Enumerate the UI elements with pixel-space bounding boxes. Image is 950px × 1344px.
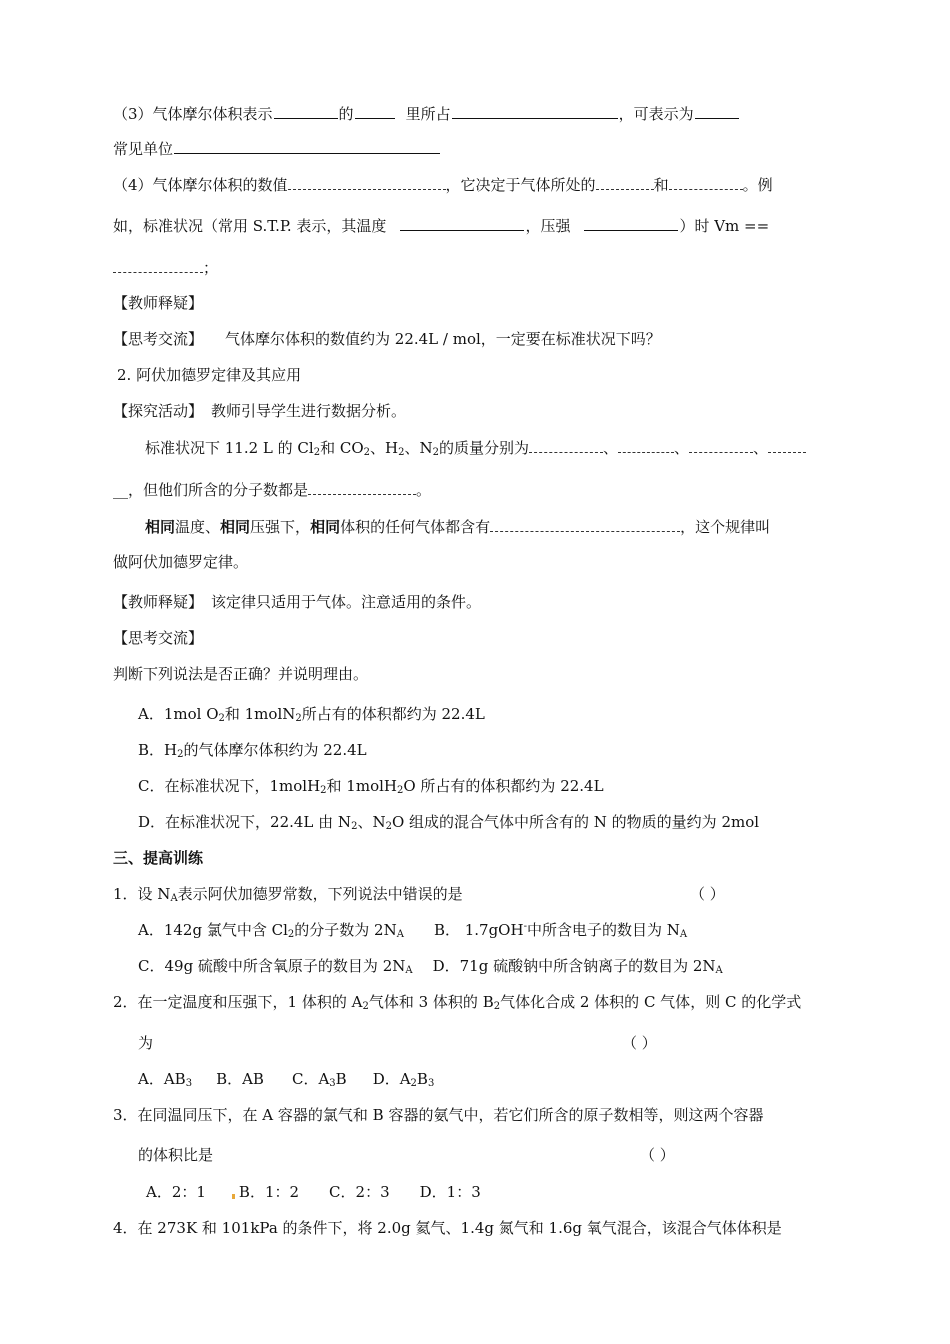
- judge-prompt: 判断下列说法是否正确？并说明理由。: [113, 665, 369, 683]
- blank-field[interactable]: [288, 174, 446, 190]
- line-std-b: __，但他们所含的分子数都是 。: [113, 481, 432, 499]
- answer-paren[interactable]: （ ）: [690, 885, 725, 903]
- blank-field[interactable]: [618, 437, 674, 453]
- blank-field[interactable]: [695, 103, 739, 119]
- blank-field[interactable]: [768, 437, 806, 453]
- blank-field[interactable]: [584, 215, 678, 231]
- option-a: A．1mol $O_2$和 1molN$_2$所占有的体积都约为 22.4L: [138, 705, 485, 724]
- think-2: 【思考交流】: [113, 629, 204, 647]
- teacher-explain-1: 【教师释疑】: [113, 294, 204, 312]
- line-s4-c: ；: [113, 257, 950, 278]
- highlight-mark: [232, 1194, 235, 1199]
- explore-activity: 【探究活动】 教师引导学生进行数据分析。: [113, 402, 407, 420]
- teacher-explain-2: 【教师释疑】 该定律只适用于气体。注意适用的条件。: [113, 593, 482, 611]
- blank-field[interactable]: [689, 437, 753, 453]
- q1-options-cd: C．49g 硫酸中所含氧原子的数目为 $2N_A$ D．71g 硫酸钠中所含钠离子的数目为 $2N_A$: [138, 957, 723, 976]
- section-practice: 三、提高训练: [113, 849, 204, 867]
- question-3-cont: 的体积比是: [138, 1146, 214, 1164]
- blank-field[interactable]: [274, 103, 338, 119]
- option-d: D．在标准状况下，22.4L 由 $N_2$、$N_2O$ 组成的混合气体中所含有的 N 的物质的量约为 2mol: [138, 813, 760, 832]
- section-avogadro: 2. 阿伏加德罗定律及其应用: [117, 366, 302, 384]
- line-std: 标准状况下 11.2 L 的 $Cl_2$和 $CO_2$、$H_2$、$N_2$的质量分别为 、 、 、: [145, 437, 950, 458]
- q2-options: A．$AB_3$ B．AB C．$A_3B$ D．$A_2B_3$: [138, 1070, 435, 1089]
- answer-paren[interactable]: （ ）: [640, 1146, 675, 1164]
- blank-field[interactable]: [174, 138, 440, 154]
- think-1: 【思考交流】 气体摩尔体积的数值约为 22.4L / mol，一定要在标准状况下吗？: [113, 330, 661, 348]
- blank-field[interactable]: [596, 174, 654, 190]
- blank-field[interactable]: [355, 103, 395, 119]
- question-1: 1．设 $N_A$表示阿伏加德罗常数，下列说法中错误的是: [113, 885, 463, 904]
- question-2: 2．在一定温度和压强下，1 体积的 $A_2$气体和 3 体积的 $B_2$气体化合成 2 体积的 C 气体，则 C 的化学式: [113, 993, 802, 1012]
- question-3: 3．在同温同压下，在 A 容器的氯气和 B 容器的氨气中，若它们所含的原子数相等，则这两个容器: [113, 1106, 764, 1124]
- option-c: C．在标准状况下，1molH$_2$和 1molH$_2$O 所占有的体积都约为 22.4L: [138, 777, 604, 796]
- line-law-b: 做阿伏加德罗定律。: [113, 553, 249, 571]
- blank-field[interactable]: [452, 103, 618, 119]
- answer-paren[interactable]: （ ）: [622, 1034, 657, 1052]
- line-s3-unit: 常见单位: [113, 138, 950, 159]
- blank-field[interactable]: [490, 516, 680, 532]
- blank-field[interactable]: [669, 174, 743, 190]
- question-4: 4．在 273K 和 101kPa 的条件下，将 2.0g 氦气、1.4g 氮气和 1.6g 氧气混合，该混合气体体积是: [113, 1219, 782, 1237]
- line-s4: （4）气体摩尔体积的数值 ，它决定于气体所处的 和 。例: [113, 176, 773, 194]
- q1-options-ab: A．142g 氯气中含 $Cl_2$的分子数为 $2N_A$ B． 1.7gOH-中所含电子的数目为 $N_A$: [138, 921, 688, 940]
- line-s4-b: 如，标准状况（常用 S.T.P. 表示，其温度 ，压强 ）时 Vm ==: [113, 217, 770, 235]
- line-s3: （3）气体摩尔体积表示 的 里所占 ，可表示为: [113, 103, 950, 124]
- blank-field[interactable]: [113, 257, 203, 273]
- question-2-cont: 为: [138, 1034, 154, 1052]
- blank-field[interactable]: [529, 437, 603, 453]
- q3-options: A．2：1 B．1：2 C．2：3 D．1：3: [146, 1183, 481, 1201]
- blank-field[interactable]: [400, 215, 524, 231]
- line-law: 相同温度、相同压强下，相同体积的任何气体都含有 ，这个规律叫: [145, 518, 771, 536]
- option-b: B．$H_2$的气体摩尔体积约为 22.4L: [138, 741, 367, 760]
- blank-field[interactable]: [308, 479, 416, 495]
